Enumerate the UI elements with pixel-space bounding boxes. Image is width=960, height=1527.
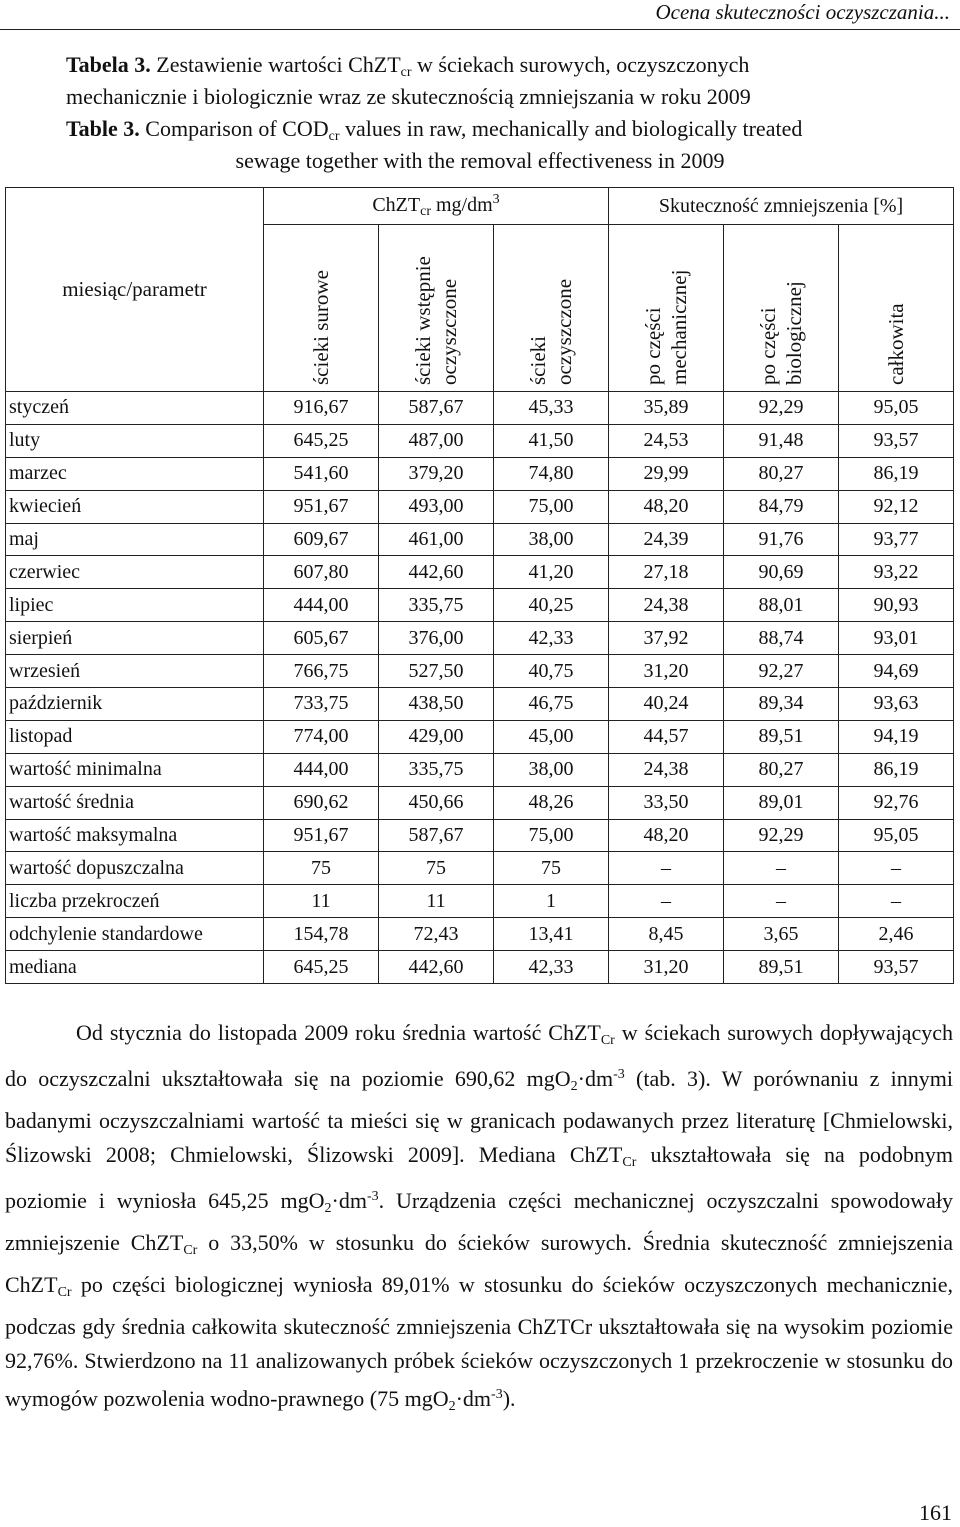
table-cell: 376,00 (379, 622, 494, 655)
table-cell: 89,34 (724, 688, 839, 721)
caption-pl-label: Tabela 3. (66, 52, 151, 77)
table-cell: 2,46 (839, 918, 954, 951)
caption-pl-line2: mechanicznie i biologicznie wraz ze skutecznością zmniejszania w roku 2009 (66, 84, 751, 109)
table-cell: 89,01 (724, 786, 839, 819)
caption-en-text-b: values in raw, mechanically and biologically treated (345, 116, 803, 141)
table-cell: 94,19 (839, 720, 954, 753)
body-s7: Cr (183, 1243, 198, 1258)
table-cell: 89,51 (724, 951, 839, 984)
table-cell: 587,67 (379, 392, 494, 425)
table-cell: 90,69 (724, 556, 839, 589)
column-header-line: biologicznej (782, 281, 806, 385)
table-row (6, 786, 954, 819)
table-cell: 92,29 (724, 392, 839, 425)
table-cell: 93,57 (839, 424, 954, 457)
body-t8: o 33,50% w stosunku do ścieków surowych. Średnia skuteczność zmniejszenia ChZT (5, 1230, 953, 1297)
body-s9: 2 (448, 1399, 456, 1414)
row-label: mediana (6, 951, 264, 984)
table-cell: 951,67 (264, 490, 379, 523)
table-row (6, 424, 954, 457)
table-row (6, 589, 954, 622)
table-cell: 93,57 (839, 951, 954, 984)
column-header (379, 225, 494, 392)
table-cell: 487,00 (379, 424, 494, 457)
table-cell: 72,43 (379, 918, 494, 951)
table-cell: 84,79 (724, 490, 839, 523)
body-s8: Cr (57, 1285, 72, 1300)
group-cod-b: mg/dm (436, 194, 493, 216)
body-s1: Cr (600, 1033, 615, 1048)
caption-en-sub: cr (328, 129, 340, 144)
table-cell: 94,69 (839, 655, 954, 688)
table-row (6, 655, 954, 688)
table-cell: 24,53 (609, 424, 724, 457)
group-header-effectiveness: Skuteczność zmniejszenia [%] (609, 188, 954, 225)
row-label: wrzesień (6, 655, 264, 688)
table-cell: 80,27 (724, 753, 839, 786)
table-cell: 33,50 (609, 786, 724, 819)
column-header-line: oczyszczone (552, 278, 576, 385)
table-cell: 24,38 (609, 753, 724, 786)
column-header-line: oczyszczone (437, 278, 461, 385)
table-cell: 48,26 (494, 786, 609, 819)
table-cell: 527,50 (379, 655, 494, 688)
table-cell: 93,22 (839, 556, 954, 589)
table-cell: 11 (264, 885, 379, 918)
body-t4: (tab. 3). W porównaniu z innymi badanymi oczyszczalniami wartość ta mieści się w granicach podawanych przez literaturę [Chmielowski, Ślizowski 2008; Chmielowski, Ślizowski 2009]. Mediana ChZT (5, 1066, 953, 1167)
table-cell: 75 (264, 852, 379, 885)
table-cell: 733,75 (264, 688, 379, 721)
table-cell: 493,00 (379, 490, 494, 523)
body-t5: ukształtowała się na podobnym poziomie i wyniosła 645,25 mgO (5, 1142, 953, 1213)
table-cell: 75,00 (494, 490, 609, 523)
table-cell: 24,38 (609, 589, 724, 622)
table-row (6, 622, 954, 655)
row-header: miesiąc/parametr (6, 188, 264, 392)
table-cell: 3,65 (724, 918, 839, 951)
table-row (6, 819, 954, 852)
table-cell: 29,99 (609, 457, 724, 490)
body-t1: Od stycznia do listopada 2009 roku średnia wartość ChZT (76, 1020, 601, 1045)
table-row (6, 688, 954, 721)
caption-en-label: Table 3. (66, 116, 140, 141)
table-cell: 31,20 (609, 951, 724, 984)
table-cell: 450,66 (379, 786, 494, 819)
body-t3: ·dm (577, 1066, 614, 1091)
body-s5: 2 (324, 1201, 332, 1216)
column-header (609, 225, 724, 392)
table-cell: 91,48 (724, 424, 839, 457)
table-cell: 8,45 (609, 918, 724, 951)
column-header-line: mechanicznej (667, 269, 691, 385)
table-cell: 75 (379, 852, 494, 885)
caption-pl-sub: cr (400, 65, 412, 80)
table-cell: 75 (494, 852, 609, 885)
table-cell: 766,75 (264, 655, 379, 688)
running-head: Ocena skuteczności oczyszczania... (655, 0, 950, 24)
column-header-line: po części (641, 307, 665, 385)
table-cell: 80,27 (724, 457, 839, 490)
table-cell: 42,33 (494, 622, 609, 655)
row-label: wartość minimalna (6, 753, 264, 786)
table-cell: 951,67 (264, 819, 379, 852)
table-row (6, 523, 954, 556)
table-cell: 86,19 (839, 457, 954, 490)
table-cell: 442,60 (379, 556, 494, 589)
table-cell: 95,05 (839, 819, 954, 852)
table-cell: 154,78 (264, 918, 379, 951)
row-label: maj (6, 523, 264, 556)
table-cell: 40,25 (494, 589, 609, 622)
page-number: 161 (919, 1500, 952, 1525)
table-cell: 89,51 (724, 720, 839, 753)
body-t2: w ściekach surowych dopływających do oczyszczalni ukształtowała się na poziomie 690,62 mgO (5, 1020, 953, 1091)
table-cell: 541,60 (264, 457, 379, 490)
table-row (6, 490, 954, 523)
column-header-label (525, 279, 577, 385)
data-table (5, 187, 954, 984)
table-cell: 45,00 (494, 720, 609, 753)
table-cell: 92,29 (724, 819, 839, 852)
table-cell: 48,20 (609, 490, 724, 523)
table-cell: 31,20 (609, 655, 724, 688)
table-cell: 92,76 (839, 786, 954, 819)
column-header-label (308, 270, 334, 385)
row-label: listopad (6, 720, 264, 753)
table-cell: 93,77 (839, 523, 954, 556)
column-header (839, 225, 954, 392)
body-p10: -3 (491, 1387, 503, 1402)
column-header (494, 225, 609, 392)
table-cell: 91,76 (724, 523, 839, 556)
row-label: styczeń (6, 392, 264, 425)
table-cell: – (839, 852, 954, 885)
group-cod-a: ChZT (372, 194, 421, 216)
table-cell: 92,27 (724, 655, 839, 688)
table-cell: 74,80 (494, 457, 609, 490)
group-cod-sub: cr (420, 204, 431, 219)
body-s2: 2 (570, 1079, 578, 1094)
table-cell: – (724, 852, 839, 885)
body-p3: -3 (613, 1067, 625, 1082)
table-cell: 1 (494, 885, 609, 918)
table-cell: 27,18 (609, 556, 724, 589)
table-row (6, 753, 954, 786)
table-cell: 93,01 (839, 622, 954, 655)
table-cell: 44,57 (609, 720, 724, 753)
body-t6: ·dm (331, 1188, 367, 1213)
group-header-cod (264, 188, 609, 225)
column-header-label (410, 256, 462, 385)
table-row (6, 885, 954, 918)
table-row (6, 918, 954, 951)
table-cell: 645,25 (264, 424, 379, 457)
table-cell: 335,75 (379, 753, 494, 786)
row-label: odchylenie standardowe (6, 918, 264, 951)
row-label: luty (6, 424, 264, 457)
table-cell: 95,05 (839, 392, 954, 425)
body-t7: . Urządzenia części mechanicznej oczyszczalni spowodowały zmniejszenie ChZT (5, 1188, 953, 1255)
table-cell: 48,20 (609, 819, 724, 852)
body-t11: ). (502, 1386, 516, 1411)
row-label: wartość maksymalna (6, 819, 264, 852)
body-p6: -3 (366, 1189, 379, 1204)
table-cell: 442,60 (379, 951, 494, 984)
column-header-line: całkowita (884, 303, 908, 385)
column-header-label (640, 270, 692, 385)
body-s4: Cr (622, 1155, 637, 1170)
table-cell: 88,01 (724, 589, 839, 622)
table-cell: – (609, 852, 724, 885)
table-cell: 444,00 (264, 589, 379, 622)
caption-pl-text-a: Zestawienie wartości ChZT (156, 52, 401, 77)
table-cell: 444,00 (264, 753, 379, 786)
table-cell: 38,00 (494, 753, 609, 786)
table-cell: – (609, 885, 724, 918)
column-header-line: po części (756, 307, 780, 385)
group-cod-sup: 3 (492, 192, 500, 207)
column-header-line: ścieki wstępnie (411, 256, 435, 385)
table-cell: 774,00 (264, 720, 379, 753)
body-t9: po części biologicznej wyniosła 89,01% w stosunku do ścieków oczyszczonych mechanicznie, podczas gdy średnia całkowita skuteczność zmniejszenia ChZTCr ukształtowała się na wysokim poziomie 92,76%. Stwierdzono na 11 analizowanych próbek ścieków oczyszczonych 1 przekroczenie w stosunku do wymogów pozwolenia wodno-prawnego (75 mgO (5, 1272, 953, 1411)
table-cell: 605,67 (264, 622, 379, 655)
table-cell: 41,50 (494, 424, 609, 457)
table-cell: 429,00 (379, 720, 494, 753)
table-cell: 75,00 (494, 819, 609, 852)
column-header-label (755, 281, 807, 385)
table-cell: – (839, 885, 954, 918)
column-header-line: ścieki (526, 336, 550, 385)
row-label: październik (6, 688, 264, 721)
table-row (6, 392, 954, 425)
row-label: lipiec (6, 589, 264, 622)
caption-pl-text-b: w ściekach surowych, oczyszczonych (417, 52, 750, 77)
table-cell: 916,67 (264, 392, 379, 425)
table-cell: 335,75 (379, 589, 494, 622)
table-row (6, 852, 954, 885)
table-cell: 38,00 (494, 523, 609, 556)
table-cell: 587,67 (379, 819, 494, 852)
table-row (6, 720, 954, 753)
table-cell: 13,41 (494, 918, 609, 951)
table-cell: 90,93 (839, 589, 954, 622)
table-cell: 690,62 (264, 786, 379, 819)
table-cell: 40,24 (609, 688, 724, 721)
table-cell: 461,00 (379, 523, 494, 556)
table-cell: 92,12 (839, 490, 954, 523)
table-cell: 46,75 (494, 688, 609, 721)
table-cell: 438,50 (379, 688, 494, 721)
table-cell: 45,33 (494, 392, 609, 425)
table-cell: 379,20 (379, 457, 494, 490)
table-cell: 24,39 (609, 523, 724, 556)
body-t10: ·dm (455, 1386, 492, 1411)
table-cell: – (724, 885, 839, 918)
table-row (6, 951, 954, 984)
row-label: sierpień (6, 622, 264, 655)
table-row (6, 457, 954, 490)
table-cell: 645,25 (264, 951, 379, 984)
table-cell: 35,89 (609, 392, 724, 425)
column-header-label (883, 303, 909, 385)
table-row (6, 556, 954, 589)
row-label: kwiecień (6, 490, 264, 523)
column-header (724, 225, 839, 392)
row-label: wartość średnia (6, 786, 264, 819)
table-cell: 88,74 (724, 622, 839, 655)
row-label: marzec (6, 457, 264, 490)
column-header-line: ścieki surowe (309, 270, 333, 385)
body-paragraph (5, 1016, 953, 1424)
table-cell: 11 (379, 885, 494, 918)
column-header (264, 225, 379, 392)
row-label: wartość dopuszczalna (6, 852, 264, 885)
table-cell: 609,67 (264, 523, 379, 556)
row-label: liczba przekroczeń (6, 885, 264, 918)
table-cell: 93,63 (839, 688, 954, 721)
row-label: czerwiec (6, 556, 264, 589)
caption-en-text-a: Comparison of COD (145, 116, 329, 141)
table-cell: 607,80 (264, 556, 379, 589)
table-cell: 42,33 (494, 951, 609, 984)
header-rule (0, 29, 960, 30)
table-cell: 41,20 (494, 556, 609, 589)
caption-en-line2: sewage together with the removal effectiveness in 2009 (235, 148, 725, 173)
table-cell: 40,75 (494, 655, 609, 688)
table-cell: 86,19 (839, 753, 954, 786)
table-cell: 37,92 (609, 622, 724, 655)
